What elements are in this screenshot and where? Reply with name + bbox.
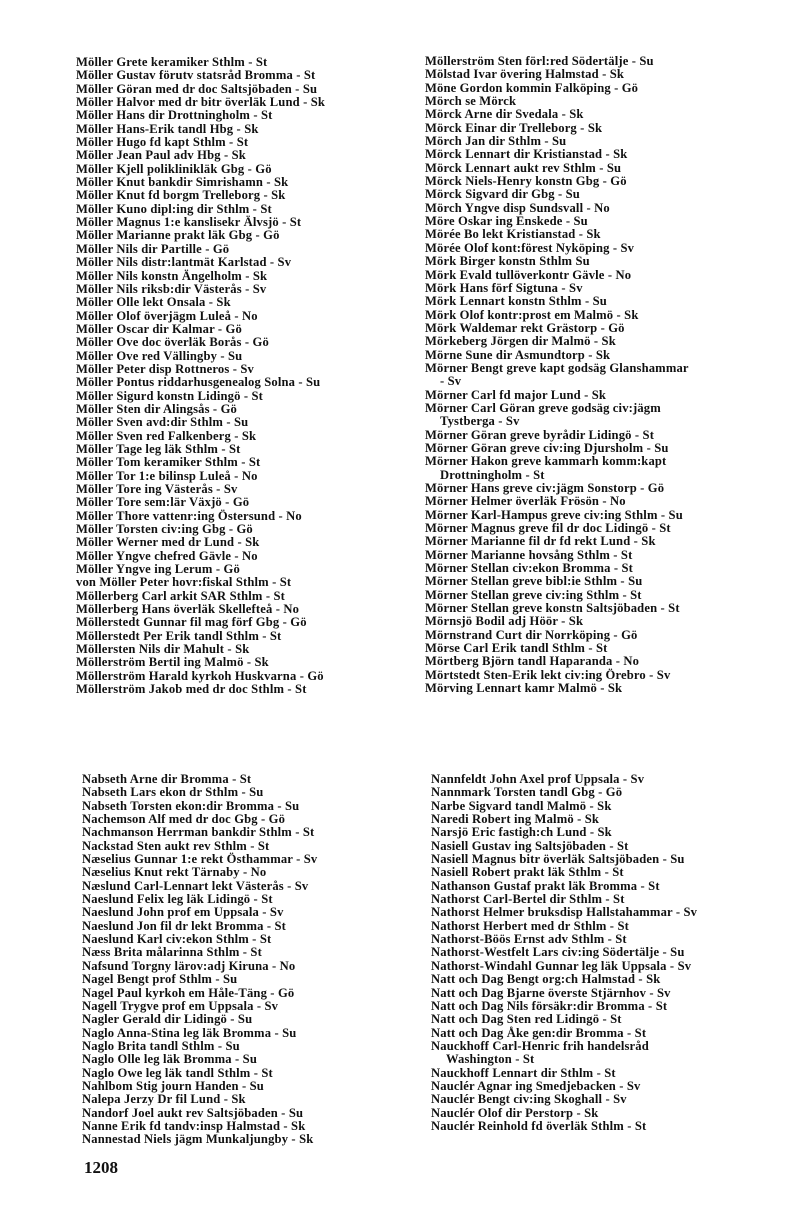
directory-entry: Mörner Carl Göran greve godsäg civ:jägm	[425, 400, 661, 415]
directory-entry: Möller Nils konstn Ängelholm - Sk	[76, 268, 268, 283]
directory-entry: Nathorst-Windahl Gunnar leg läk Uppsala - Sv	[431, 958, 692, 973]
directory-entry: Mörtberg Björn tandl Haparanda - No	[425, 654, 640, 669]
directory-entry: Möller Torsten civ:ing Gbg - Gö	[76, 522, 253, 537]
directory-entry: Naglo Brita tandl Sthlm - Su	[82, 1038, 240, 1053]
directory-entry: Mörck Niels-Henry konstn Gbg - Gö	[425, 174, 627, 189]
directory-entry: Mörse Carl Erik tandl Sthlm - St	[425, 641, 608, 656]
directory-entry: Nahlbom Stig journ Handen - Su	[82, 1078, 264, 1093]
directory-entry: Möller Jean Paul adv Hbg - Sk	[76, 148, 246, 163]
directory-entry: Nannfeldt John Axel prof Uppsala - Sv	[431, 772, 645, 786]
directory-entry: Mörner Karl-Hampus greve civ:ing Sthlm - Su	[425, 507, 683, 522]
directory-entry: Möller Ove doc överläk Borås - Gö	[76, 335, 269, 350]
directory-entry: Nauclér Agnar ing Smedjebacken - Sv	[431, 1078, 641, 1093]
directory-entry: Naeslund Felix leg läk Lidingö - St	[82, 892, 273, 907]
directory-entry: Nagell Trygve prof em Uppsala - Sv	[82, 998, 279, 1013]
directory-entry: Nagel Paul kyrkoh em Håle-Täng - Gö	[82, 985, 295, 1000]
directory-entry: Mörk Evald tullöverkontr Gävle - No	[425, 267, 632, 282]
directory-entry: Mörner Göran greve civ:ing Djursholm - Su	[425, 440, 669, 455]
directory-entry: Mörner Carl fd major Lund - Sk	[425, 387, 607, 402]
directory-entry: Mörnstrand Curt dir Norrköping - Gö	[425, 627, 638, 642]
directory-entry: Mörée Olof kont:förest Nyköping - Sv	[425, 240, 635, 255]
directory-entry: Mörner Marianne hovsång Sthlm - St	[425, 547, 633, 562]
directory-entry: Möller Gustav förutv statsråd Bromma - St	[76, 68, 316, 83]
directory-entry: Möller Olof överjägm Luleå - No	[76, 308, 258, 323]
directory-entry: Möller Halvor med dr bitr överläk Lund - Sk	[76, 95, 326, 110]
directory-entry: Nathanson Gustaf prakt läk Bromma - St	[431, 878, 660, 893]
directory-entry: Nathorst Carl-Bertel dir Sthlm - St	[431, 892, 625, 907]
directory-entry: Mörtstedt Sten-Erik lekt civ:ing Örebro - Sv	[425, 667, 671, 682]
page-number: 1208	[84, 1158, 118, 1177]
directory-entry: Möller Nils riksb:dir Västerås - Sv	[76, 281, 267, 296]
directory-entry: Narsjö Eric fastigh:ch Lund - Sk	[431, 825, 612, 840]
directory-entry: Mörée Bo lekt Kristianstad - Sk	[425, 227, 601, 242]
directory-entry: Naglo Olle leg läk Bromma - Su	[82, 1052, 257, 1067]
directory-entry: Möller Göran med dr doc Saltsjöbaden - Su	[76, 81, 318, 96]
directory-entry: Natt och Dag Sten red Lidingö - St	[431, 1012, 622, 1027]
directory-entry: Natt och Dag Bjarne överste Stjärnhov - Sv	[431, 985, 671, 1000]
directory-entry: Mörving Lennart kamr Malmö - Sk	[425, 681, 623, 696]
directory-entry: Nasiell Magnus bitr överläk Saltsjöbaden - Su	[431, 852, 685, 867]
directory-entry: Nauckhoff Lennart dir Sthlm - St	[431, 1065, 616, 1080]
directory-entry: Nathorst-Böös Ernst adv Sthlm - St	[431, 932, 627, 947]
directory-entry: von Möller Peter hovr:fiskal Sthlm - St	[76, 575, 292, 590]
directory-entry: Nalepa Jerzy Dr fil Lund - Sk	[82, 1092, 246, 1107]
directory-entry: Möller Tom keramiker Sthlm - St	[76, 455, 261, 470]
directory-entry: Möller Tore sem:lär Växjö - Gö	[76, 495, 250, 510]
column-1	[76, 56, 325, 697]
directory-entry: Mörck Lennart aukt rev Sthlm - Su	[425, 160, 622, 175]
directory-entry: Mölstad Ivar övering Halmstad - Sk	[425, 67, 625, 82]
column-4	[431, 773, 697, 1133]
directory-entry: Möller Sten dir Alingsås - Gö	[76, 401, 237, 416]
directory-entry: Naeslund Jon fil dr lekt Bromma - St	[82, 918, 287, 933]
directory-entry: Mörck Arne dir Svedala - Sk	[425, 107, 584, 122]
directory-entry: Möne Gordon kommin Falköping - Gö	[425, 80, 639, 95]
directory-entry: Möller Werner med dr Lund - Sk	[76, 535, 260, 550]
directory-entry: Nachmanson Herrman bankdir Sthlm - St	[82, 825, 315, 840]
directory-entry: Möller Kuno dipl:ing dir Sthlm - St	[76, 201, 272, 216]
directory-entry: Mörck Lennart dir Kristianstad - Sk	[425, 147, 628, 162]
directory-entry: Naeslund John prof em Uppsala - Sv	[82, 905, 284, 920]
directory-entry: Drottningholm - St	[440, 467, 545, 482]
directory-entry: Nannestad Niels jägm Munkaljungby - Sk	[82, 1132, 314, 1147]
directory-entry: Möller Sven avd:dir Sthlm - Su	[76, 415, 249, 430]
directory-entry: Naredi Robert ing Malmö - Sk	[431, 812, 600, 827]
directory-entry: Möller Tage leg läk Sthlm - St	[76, 441, 241, 456]
directory-entry: Natt och Dag Nils försäkr:dir Bromma - St	[431, 998, 668, 1013]
directory-entry: Nathorst Helmer bruksdisp Hallstahammar - Sv	[431, 905, 698, 920]
directory-entry: Nanne Erik fd tandv:insp Halmstad - Sk	[82, 1118, 306, 1133]
directory-entry: Mörner Helmer överläk Frösön - No	[425, 494, 626, 509]
directory-entry: Naglo Anna-Stina leg läk Bromma - Su	[82, 1025, 297, 1040]
directory-entry: Nabseth Torsten ekon:dir Bromma - Su	[82, 798, 300, 813]
directory-entry: Mörnsjö Bodil adj Höör - Sk	[425, 614, 584, 629]
directory-entry: Möllersten Nils dir Mahult - Sk	[76, 642, 250, 657]
directory-entry: Möller Sigurd konstn Lidingö - St	[76, 388, 264, 403]
directory-entry: Nafsund Torgny lärov:adj Kiruna - No	[82, 958, 296, 973]
directory-entry: Möller Yngve ing Lerum - Gö	[76, 562, 240, 577]
directory-entry: Nackstad Sten aukt rev Sthlm - St	[82, 838, 270, 853]
directory-entry: Nathorst Herbert med dr Sthlm - St	[431, 918, 629, 933]
directory-entry: Möller Oscar dir Kalmar - Gö	[76, 321, 242, 336]
directory-entry: Möller Nils dir Partille - Gö	[76, 241, 230, 256]
directory-entry: Möller Sven red Falkenberg - Sk	[76, 428, 257, 443]
directory-entry: Möller Thore vattenr:ing Östersund - No	[76, 508, 302, 523]
directory-entry: Mörner Hakon greve kammarh komm:kapt	[425, 454, 667, 469]
directory-entry: Möller Yngve chefred Gävle - No	[76, 548, 258, 563]
directory-entry: Næselius Knut rekt Tärnaby - No	[82, 865, 267, 880]
directory-entry: - Sv	[440, 374, 462, 389]
directory-entry: Natt och Dag Åke gen:dir Bromma - St	[431, 1025, 647, 1040]
directory-entry: Nauckhoff Carl-Henric frih handelsråd	[431, 1038, 649, 1053]
directory-entry: Nathorst-Westfelt Lars civ:ing Södertälje - Su	[431, 945, 685, 960]
directory-entry: Möllerström Sten förl:red Södertälje - Su	[425, 54, 654, 68]
directory-entry: Nauclér Reinhold fd överläk Sthlm - St	[431, 1118, 647, 1133]
directory-entry: Mörner Bengt greve kapt godsäg Glanshammar	[425, 360, 689, 375]
directory-entry: Möller Tore ing Västerås - Sv	[76, 482, 238, 496]
directory-entry: Mörk Lennart konstn Sthlm - Su	[425, 294, 607, 309]
directory-entry: Mörkeberg Jörgen dir Malmö - Sk	[425, 334, 616, 349]
directory-entry: Nagel Bengt prof Sthlm - Su	[82, 972, 238, 987]
column-3	[82, 773, 317, 1147]
directory-entry: Möller Olle lekt Onsala - Sk	[76, 295, 231, 310]
directory-entry: Nasiell Robert prakt läk Sthlm - St	[431, 865, 624, 880]
directory-entry: Mörck Einar dir Trelleborg - Sk	[425, 120, 603, 135]
directory-entry: Möre Oskar ing Enskede - Su	[425, 214, 588, 229]
directory-entry: Möller Hans-Erik tandl Hbg - Sk	[76, 121, 259, 136]
directory-entry: Næselius Gunnar 1:e rekt Östhammar - Sv	[82, 852, 318, 867]
column-2	[425, 55, 689, 696]
directory-entry: Naglo Owe leg läk tandl Sthlm - St	[82, 1065, 273, 1080]
directory-entry: Nannmark Torsten tandl Gbg - Gö	[431, 785, 623, 800]
directory-entry: Næss Brita målarinna Sthlm - St	[82, 945, 262, 960]
directory-entry: Mörne Sune dir Asmundtorp - Sk	[425, 347, 611, 362]
directory-entry: Möllerstedt Gunnar fil mag förf Gbg - Gö	[76, 615, 307, 630]
directory-entry: Möllerberg Hans överläk Skellefteå - No	[76, 602, 300, 617]
directory-entry: Mörk Olof kontr:prost em Malmö - Sk	[425, 307, 639, 322]
directory-entry: Möllerstedt Per Erik tandl Sthlm - St	[76, 628, 282, 643]
directory-entry: Nandorf Joel aukt rev Saltsjöbaden - Su	[82, 1105, 304, 1120]
directory-entry: Möller Ove red Vällingby - Su	[76, 348, 243, 363]
directory-entry: Mörner Stellan greve civ:ing Sthlm - St	[425, 587, 642, 602]
directory-entry: Nasiell Gustav ing Saltsjöbaden - St	[431, 838, 629, 853]
directory-entry: Möller Kjell poliklinikläk Gbg - Gö	[76, 161, 272, 176]
directory-entry: Mörner Marianne fil dr fd rekt Lund - Sk	[425, 534, 656, 549]
directory-entry: Mörk Waldemar rekt Grästorp - Gö	[425, 320, 625, 335]
directory-entry: Mörner Stellan civ:ekon Bromma - St	[425, 561, 634, 576]
directory-entry: Möller Marianne prakt läk Gbg - Gö	[76, 228, 280, 243]
directory-entry: Möller Hugo fd kapt Sthlm - St	[76, 135, 249, 150]
directory-entry: Nabseth Arne dir Bromma - St	[82, 772, 252, 786]
directory-entry: Natt och Dag Bengt org:ch Halmstad - Sk	[431, 972, 661, 987]
directory-entry: Möllerström Jakob med dr doc Sthlm - St	[76, 682, 307, 697]
directory-entry: Mörk Birger konstn Sthlm Su	[425, 254, 590, 269]
directory-entry: Mörner Hans greve civ:jägm Sonstorp - Gö	[425, 481, 665, 495]
directory-entry: Mörk Hans förf Sigtuna - Sv	[425, 280, 583, 295]
directory-entry: Mörner Stellan greve bibl:ie Sthlm - Su	[425, 574, 643, 589]
directory-entry: Möllerberg Carl arkit SAR Sthlm - St	[76, 588, 285, 603]
directory-entry: Möller Knut fd borgm Trelleborg - Sk	[76, 188, 286, 203]
directory-entry: Mörner Stellan greve konstn Saltsjöbaden - St	[425, 601, 680, 616]
directory-entry: Tystberga - Sv	[440, 414, 520, 429]
directory-entry: Nabseth Lars ekon dr Sthlm - Su	[82, 785, 264, 800]
directory-entry: Mörner Magnus greve fil dr doc Lidingö - St	[425, 521, 671, 536]
directory-entry: Mörch Jan dir Sthlm - Su	[425, 134, 567, 149]
directory-entry: Möller Hans dir Drottningholm - St	[76, 108, 273, 123]
directory-entry: Möller Grete keramiker Sthlm - St	[76, 55, 268, 69]
directory-entry: Naeslund Karl civ:ekon Sthlm - St	[82, 932, 272, 947]
directory-entry: Washington - St	[446, 1052, 535, 1067]
directory-entry: Möller Knut bankdir Simrishamn - Sk	[76, 175, 289, 190]
directory-entry: Mörner Göran greve byrådir Lidingö - St	[425, 427, 655, 442]
directory-entry: Möllerström Bertil ing Malmö - Sk	[76, 655, 269, 670]
directory-entry: Möller Peter disp Rottneros - Sv	[76, 361, 254, 376]
directory-entry: Nachemson Alf med dr doc Gbg - Gö	[82, 812, 286, 827]
directory-entry: Möller Nils distr:lantmät Karlstad - Sv	[76, 255, 292, 270]
directory-entry: Möllerström Harald kyrkoh Huskvarna - Gö	[76, 668, 324, 683]
directory-entry: Næslund Carl-Lennart lekt Västerås - Sv	[82, 878, 309, 893]
directory-entry: Mörch se Mörck	[425, 94, 517, 109]
directory-entry: Möller Tor 1:e bilinsp Luleå - No	[76, 468, 258, 483]
directory-entry: Nauclér Olof dir Perstorp - Sk	[431, 1105, 599, 1120]
directory-entry: Nagler Gerald dir Lidingö - Su	[82, 1012, 253, 1027]
directory-entry: Narbe Sigvard tandl Malmö - Sk	[431, 798, 612, 813]
directory-entry: Mörck Sigvard dir Gbg - Su	[425, 187, 580, 202]
directory-entry: Möller Pontus riddarhusgenealog Solna - Su	[76, 375, 321, 390]
directory-entry: Nauclér Bengt civ:ing Skoghall - Sv	[431, 1092, 627, 1107]
directory-entry: Mörch Yngve disp Sundsvall - No	[425, 200, 610, 215]
directory-entry: Möller Magnus 1:e kanslisekr Älvsjö - St	[76, 215, 302, 230]
